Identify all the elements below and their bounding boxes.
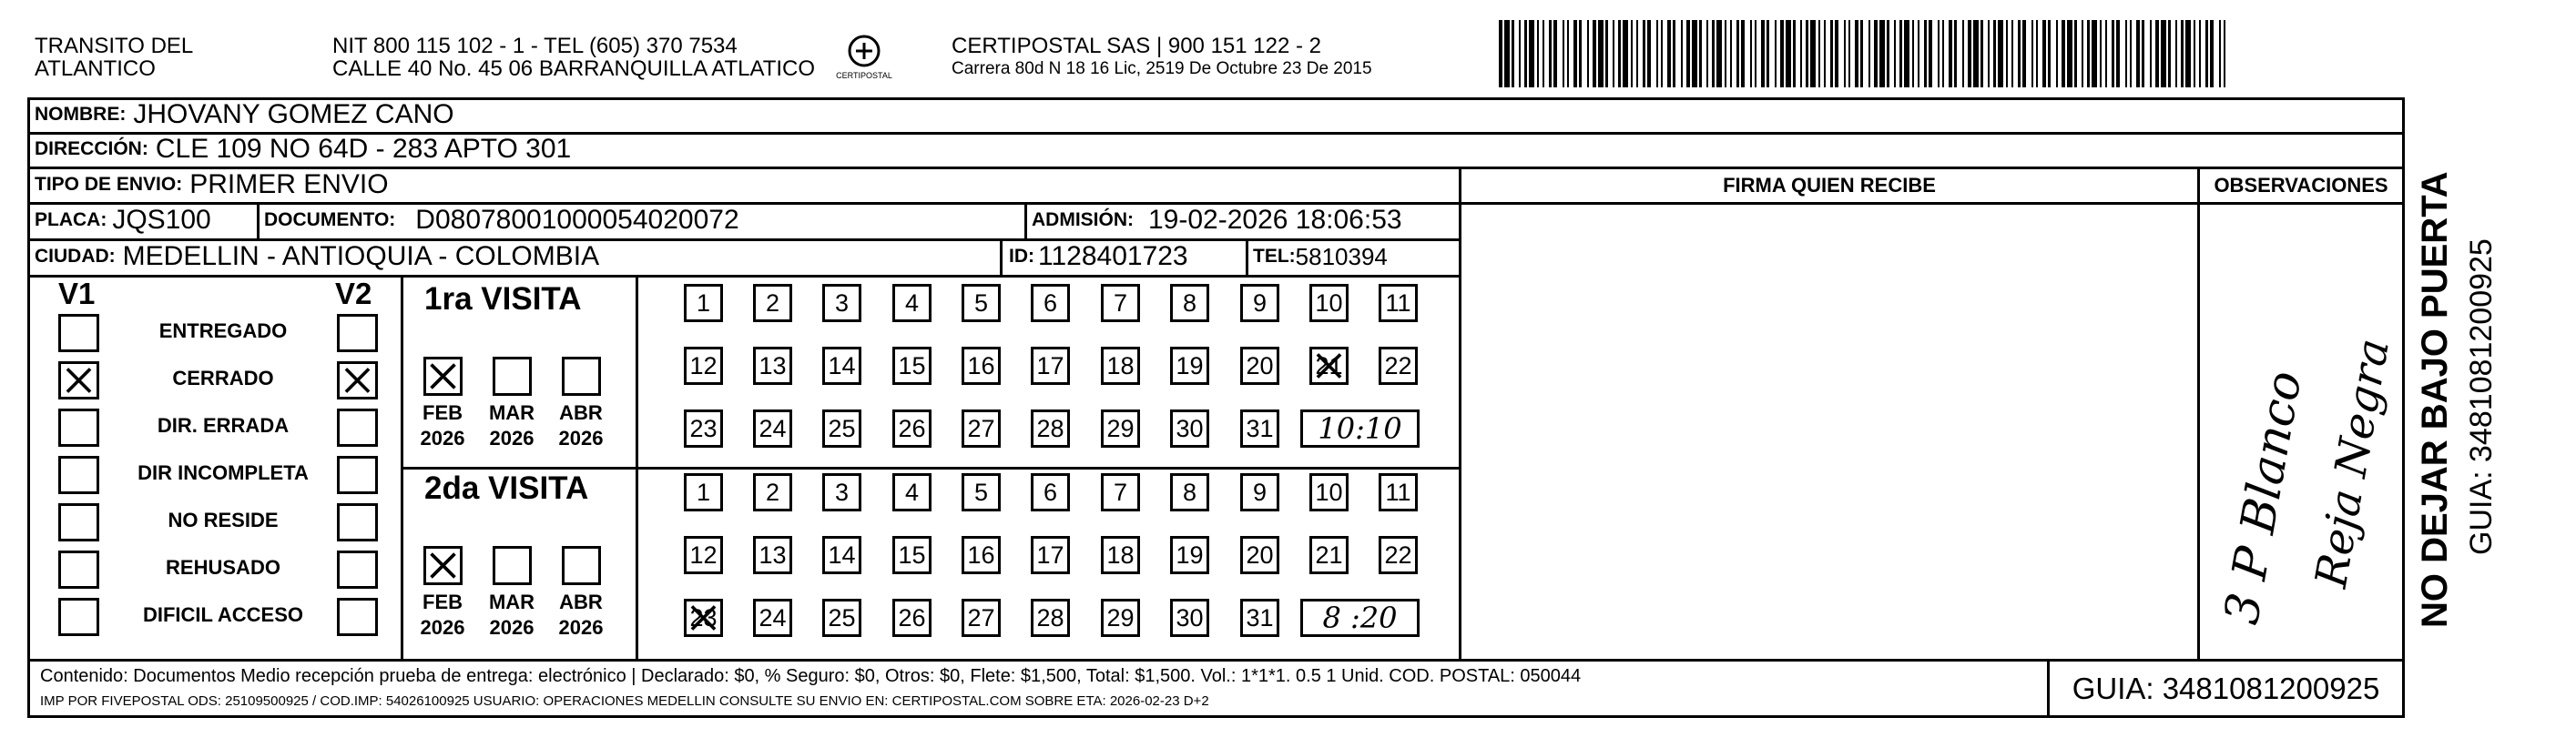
day-number: 10: [1315, 288, 1343, 317]
check-mark-icon: [426, 359, 460, 393]
day-number: 16: [967, 541, 995, 569]
status-option-label: DIFICIL ACCESO: [142, 603, 303, 626]
visit1-month-label: [411, 400, 474, 451]
plate-field: PLACA: JQS100: [35, 205, 211, 235]
visit2-day-21[interactable]: [1309, 536, 1349, 574]
visit1-day-24[interactable]: [753, 409, 792, 448]
month-name: FEB: [423, 591, 463, 613]
day-number: 13: [759, 351, 787, 379]
v1-checkbox-0[interactable]: [58, 314, 99, 352]
day-number: 31: [1246, 603, 1274, 632]
day-number: 7: [1113, 288, 1128, 317]
v2-checkbox-3[interactable]: [337, 456, 378, 494]
day-number: 19: [1176, 351, 1204, 379]
v1-checkbox-2[interactable]: [58, 409, 99, 447]
visit1-day-13[interactable]: [753, 347, 792, 385]
visit2-day-27[interactable]: [962, 599, 1001, 637]
status-option-label: NO RESIDE: [168, 509, 279, 531]
v1-label: V1: [58, 277, 96, 310]
day-number: 26: [898, 414, 926, 442]
day-number: 6: [1043, 478, 1058, 506]
visit2-day-4[interactable]: [892, 473, 932, 511]
visit1-day-15[interactable]: [892, 347, 932, 385]
visit2-day-31[interactable]: [1240, 599, 1279, 637]
visit2-day-24[interactable]: [753, 599, 792, 637]
visit2-day-3[interactable]: [822, 473, 861, 511]
day-number: 6: [1043, 288, 1058, 317]
visit2-day-26[interactable]: [892, 599, 932, 637]
visit1-day-7[interactable]: [1101, 284, 1140, 322]
visit1-title: 1ra VISITA: [424, 281, 582, 317]
tracking-barcode: [1499, 20, 2225, 87]
observations-column-title: OBSERVACIONES: [2214, 173, 2388, 197]
day-number: 22: [1384, 351, 1412, 379]
visit2-month-label: [480, 590, 544, 641]
visit2-month-box-mar[interactable]: [493, 546, 532, 585]
v1-checkbox-1[interactable]: [58, 361, 99, 399]
visit1-day-16[interactable]: [962, 347, 1001, 385]
visit1-day-31[interactable]: [1240, 409, 1279, 448]
courier-info: CERTIPOSTAL SAS | 900 151 122 - 2 Carrera 80d N 18 16 Lic, 2519 De Octubre 23 De 2015: [952, 34, 1372, 78]
visit2-day-9[interactable]: [1240, 473, 1279, 511]
visit2-day-8[interactable]: [1170, 473, 1209, 511]
v1-checkbox-4[interactable]: [58, 503, 99, 541]
day-number: 5: [973, 478, 989, 506]
certipostal-logo: [836, 31, 892, 84]
visit1-day-2[interactable]: [753, 284, 792, 322]
issuer-name: TRANSITO DEL ATLANTICO: [35, 34, 194, 81]
visit2-day-19[interactable]: [1170, 536, 1209, 574]
visit1-month-box-mar[interactable]: [493, 357, 532, 396]
document-field: DOCUMENTO: D08078001000054020072: [264, 205, 739, 235]
visit1-day-4[interactable]: [892, 284, 932, 322]
visit1-day-3[interactable]: [822, 284, 861, 322]
day-number: 11: [1385, 288, 1411, 317]
day-number: 22: [1384, 541, 1412, 569]
day-number: 10: [1315, 478, 1343, 506]
month-name: MAR: [488, 591, 535, 613]
visit1-day-28[interactable]: [1031, 409, 1070, 448]
visit1-day-23[interactable]: [684, 409, 723, 448]
shipment-type: TIPO DE ENVIO: PRIMER ENVIO: [35, 168, 389, 199]
city-field: CIUDAD: MEDELLIN - ANTIOQUIA - COLOMBIA: [35, 241, 600, 271]
admission-field: ADMISIÓN: 19-02-2026 18:06:53: [1032, 205, 1402, 235]
day-number: 20: [1246, 351, 1274, 379]
visit1-month-label: [480, 400, 544, 451]
day-number: 21: [1315, 351, 1343, 379]
v1-checkbox-6[interactable]: [58, 598, 99, 636]
guide-number: GUIA: 3481081200925: [2072, 671, 2380, 705]
visit2-day-18[interactable]: [1101, 536, 1140, 574]
check-mark-icon: [61, 364, 97, 397]
visit1-day-20[interactable]: [1240, 347, 1279, 385]
visit1-time-box[interactable]: [1300, 409, 1420, 448]
day-number: 2: [765, 478, 780, 506]
status-option-label: CERRADO: [172, 367, 274, 389]
v2-checkbox-4[interactable]: [337, 503, 378, 541]
visit1-month-box-feb[interactable]: [423, 357, 463, 396]
visit2-day-25[interactable]: [822, 599, 861, 637]
day-number: 1: [696, 288, 711, 317]
check-mark-icon: [426, 549, 460, 582]
day-number: 7: [1113, 478, 1128, 506]
visit1-day-21[interactable]: [1309, 347, 1349, 385]
v2-checkbox-6[interactable]: [337, 598, 378, 636]
visit1-day-22[interactable]: [1379, 347, 1418, 385]
visit1-day-1[interactable]: [684, 284, 723, 322]
visit1-month-label: [549, 400, 613, 451]
day-mark-icon: [687, 601, 720, 634]
visit1-month-box-abr[interactable]: [562, 357, 601, 396]
visit1-day-29[interactable]: [1101, 409, 1140, 448]
visit1-day-14[interactable]: [822, 347, 861, 385]
visit2-day-2[interactable]: [753, 473, 792, 511]
day-number: 30: [1176, 603, 1204, 632]
check-mark-icon: [340, 364, 375, 397]
v2-checkbox-1[interactable]: [337, 361, 378, 399]
day-number: 29: [1106, 414, 1135, 442]
visit2-day-17[interactable]: [1031, 536, 1070, 574]
day-number: 4: [904, 288, 920, 317]
visit2-day-22[interactable]: [1379, 536, 1418, 574]
day-number: 23: [689, 414, 718, 442]
phone-field: TEL: 5810394: [1253, 242, 1388, 270]
visit1-day-19[interactable]: [1170, 347, 1209, 385]
month-year: 2026: [420, 427, 465, 450]
visit2-day-5[interactable]: [962, 473, 1001, 511]
day-number: 2: [765, 288, 780, 317]
day-number: 21: [1315, 541, 1343, 569]
visit2-day-30[interactable]: [1170, 599, 1209, 637]
visit2-day-16[interactable]: [962, 536, 1001, 574]
day-number: 28: [1036, 603, 1064, 632]
visit1-day-5[interactable]: [962, 284, 1001, 322]
status-option-label: DIR. ERRADA: [157, 414, 290, 437]
visit2-month-label: [549, 590, 613, 641]
v2-checkbox-2[interactable]: [337, 409, 378, 447]
month-year: 2026: [558, 427, 604, 450]
visit1-day-27[interactable]: [962, 409, 1001, 448]
observation-handwriting-1: 3 P Blanco: [2215, 367, 2313, 629]
visit2-day-1[interactable]: [684, 473, 723, 511]
visit2-time-box[interactable]: [1300, 599, 1420, 637]
day-number: 13: [759, 541, 787, 569]
day-number: 11: [1385, 478, 1411, 506]
day-number: 3: [834, 288, 850, 317]
status-option-label: ENTREGADO: [158, 319, 288, 342]
visit2-day-6[interactable]: [1031, 473, 1070, 511]
print-info-line: IMP POR FIVEPOSTAL ODS: 25109500925 / COD.IMP: 54026100925 USUARIO: OPERACIONES MEDELLIN CONSULTE SU ENVIO EN: CERTIPOSTAL.COM SOBRE ETA: 2026-02-23 D+2: [40, 693, 1209, 709]
v1-checkbox-3[interactable]: [58, 456, 99, 494]
day-number: 5: [973, 288, 989, 317]
day-number: 19: [1176, 541, 1204, 569]
no-dejar-bajo-puerta: NO DEJAR BAJO PUERTA: [2415, 171, 2455, 628]
day-number: 30: [1176, 414, 1204, 442]
visit1-day-9[interactable]: [1240, 284, 1279, 322]
day-number: 1: [696, 478, 711, 506]
month-name: ABR: [559, 401, 603, 424]
day-number: 26: [898, 603, 926, 632]
issuer-contact: NIT 800 115 102 - 1 - TEL (605) 370 7534 CALLE 40 No. 45 06 BARRANQUILLA ATLATICO: [332, 34, 816, 81]
visit1-day-12[interactable]: [684, 347, 723, 385]
day-number: 24: [759, 414, 787, 442]
day-number: 18: [1106, 351, 1135, 379]
day-number: 12: [689, 541, 718, 569]
day-number: 9: [1252, 478, 1268, 506]
month-year: 2026: [489, 427, 535, 450]
day-number: 27: [967, 414, 995, 442]
visit2-month-box-feb[interactable]: [423, 546, 463, 585]
day-number: 15: [898, 351, 926, 379]
visit2-day-15[interactable]: [892, 536, 932, 574]
visit2-title: 2da VISITA: [424, 470, 589, 506]
day-number: 24: [759, 603, 787, 632]
visit1-day-10[interactable]: [1309, 284, 1349, 322]
handwritten-time: 8 :20: [1322, 601, 1398, 635]
visit1-day-25[interactable]: [822, 409, 861, 448]
visit1-day-26[interactable]: [892, 409, 932, 448]
visit1-day-11[interactable]: [1379, 284, 1418, 322]
month-name: FEB: [423, 401, 463, 424]
signature-area[interactable]: [1461, 205, 2197, 659]
barcode-bar: [2224, 20, 2225, 87]
day-number: 25: [828, 414, 856, 442]
month-year: 2026: [489, 616, 535, 639]
recipient-name: NOMBRE: JHOVANY GOMEZ CANO: [35, 99, 454, 129]
side-guide-number: GUIA: 3481081200925: [2464, 238, 2499, 555]
day-number: 25: [828, 603, 856, 632]
day-number: 31: [1246, 414, 1274, 442]
visit2-day-23[interactable]: [684, 599, 723, 637]
visit1-day-6[interactable]: [1031, 284, 1070, 322]
day-number: 20: [1246, 541, 1274, 569]
visit2-day-10[interactable]: [1309, 473, 1349, 511]
day-number: 4: [904, 478, 920, 506]
day-number: 18: [1106, 541, 1135, 569]
month-year: 2026: [420, 616, 465, 639]
v2-checkbox-0[interactable]: [337, 314, 378, 352]
visit1-day-30[interactable]: [1170, 409, 1209, 448]
month-name: ABR: [559, 591, 603, 613]
month-year: 2026: [558, 616, 604, 639]
visit2-day-20[interactable]: [1240, 536, 1279, 574]
visit2-day-14[interactable]: [822, 536, 861, 574]
day-number: 8: [1182, 288, 1197, 317]
observation-handwriting-2: Reja Negra: [2306, 335, 2400, 591]
visit1-day-17[interactable]: [1031, 347, 1070, 385]
signature-column-title: FIRMA QUIEN RECIBE: [1723, 173, 1936, 197]
day-mark-icon: [1312, 349, 1346, 382]
visit2-day-7[interactable]: [1101, 473, 1140, 511]
visit2-day-29[interactable]: [1101, 599, 1140, 637]
day-number: 14: [828, 351, 856, 379]
v2-checkbox-5[interactable]: [337, 551, 378, 589]
v2-label: V2: [335, 277, 372, 310]
day-number: 8: [1182, 478, 1197, 506]
visit2-day-12[interactable]: [684, 536, 723, 574]
day-number: 27: [967, 603, 995, 632]
id-field: ID: 1128401723: [1009, 241, 1188, 271]
visit2-month-label: [411, 590, 474, 641]
visit2-day-13[interactable]: [753, 536, 792, 574]
day-number: 12: [689, 351, 718, 379]
month-name: MAR: [488, 401, 535, 424]
recipient-address: DIRECCIÓN: CLE 109 NO 64D - 283 APTO 301: [35, 134, 572, 164]
day-number: 16: [967, 351, 995, 379]
v1-checkbox-5[interactable]: [58, 551, 99, 589]
day-number: 14: [828, 541, 856, 569]
visit2-day-28[interactable]: [1031, 599, 1070, 637]
day-number: 17: [1036, 351, 1064, 379]
day-number: 15: [898, 541, 926, 569]
day-number: 17: [1036, 541, 1064, 569]
day-number: 3: [834, 478, 850, 506]
day-number: 23: [689, 603, 718, 632]
visit2-day-11[interactable]: [1379, 473, 1418, 511]
day-number: 29: [1106, 603, 1135, 632]
contents-line: Contenido: Documentos Medio recepción prueba de entrega: electrónico | Declarado: $0, % Seguro: $0, Otros: $0, Flete: $1,500, Total: $1,500. Vol.: 1*1*1. 0.5 1 Unid. COD. POSTAL: 050044: [40, 666, 1582, 686]
status-option-label: REHUSADO: [166, 556, 280, 579]
visit1-day-8[interactable]: [1170, 284, 1209, 322]
svg-text:CERTIPOSTAL: CERTIPOSTAL: [836, 71, 892, 80]
status-option-label: DIR INCOMPLETA: [137, 461, 309, 484]
visit2-month-box-abr[interactable]: [562, 546, 601, 585]
handwritten-time: 10:10: [1318, 411, 1402, 446]
visit1-day-18[interactable]: [1101, 347, 1140, 385]
day-number: 28: [1036, 414, 1064, 442]
day-number: 9: [1252, 288, 1268, 317]
